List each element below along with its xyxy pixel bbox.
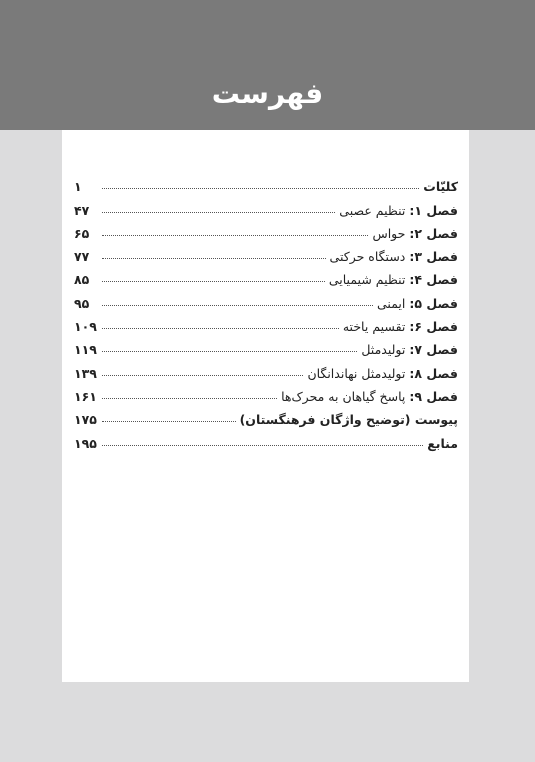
toc-page-number: ۴۷ bbox=[74, 202, 90, 218]
toc-row[interactable] bbox=[74, 241, 458, 264]
toc-row[interactable] bbox=[74, 264, 458, 287]
toc-label: فصل ۳: دستگاه حرکتی bbox=[329, 249, 458, 265]
toc-row[interactable] bbox=[74, 381, 458, 404]
dot-leader bbox=[102, 234, 368, 236]
page-title: فهرست bbox=[211, 77, 324, 110]
dot-leader bbox=[102, 280, 325, 282]
toc-page-number: ۱ bbox=[74, 179, 82, 195]
toc-page-number: ۷۷ bbox=[74, 249, 90, 265]
toc-label: فصل ۱: تنظیم عصبی bbox=[339, 202, 458, 218]
dot-leader bbox=[102, 257, 326, 259]
toc-row[interactable] bbox=[74, 311, 458, 334]
toc-label: پیوست (توضیح واژگان فرهنگستان) bbox=[239, 412, 458, 428]
toc-row[interactable] bbox=[74, 404, 458, 427]
dot-leader bbox=[102, 187, 419, 189]
toc-page-number: ۱۱۹ bbox=[74, 342, 97, 358]
toc-label: فصل ۶: تقسیم یاخته bbox=[342, 319, 458, 335]
dot-leader bbox=[102, 374, 303, 376]
dot-leader bbox=[102, 350, 357, 352]
toc-label: فصل ۹: پاسخ گیاهان به محرک‌ها bbox=[281, 388, 458, 404]
dot-leader bbox=[102, 420, 236, 422]
toc-row[interactable] bbox=[74, 218, 458, 241]
toc-row[interactable] bbox=[74, 357, 458, 380]
dot-leader bbox=[102, 327, 339, 329]
toc-row[interactable] bbox=[74, 427, 458, 450]
toc-label: کلیّات bbox=[423, 179, 458, 195]
table-of-contents bbox=[74, 171, 458, 451]
toc-label: فصل ۸: تولیدمثل نهاندانگان bbox=[307, 365, 458, 381]
toc-row[interactable] bbox=[74, 334, 458, 357]
header-bar bbox=[0, 0, 535, 130]
toc-label: فصل ۵: ایمنی bbox=[377, 295, 458, 311]
dot-leader bbox=[102, 304, 373, 306]
toc-page-number: ۱۶۱ bbox=[74, 388, 97, 404]
toc-page-number: ۱۹۵ bbox=[74, 435, 97, 451]
toc-row[interactable] bbox=[74, 194, 458, 217]
toc-page-number: ۸۵ bbox=[74, 272, 90, 288]
toc-row[interactable] bbox=[74, 287, 458, 310]
toc-label: فصل ۷: تولیدمثل bbox=[361, 342, 458, 358]
toc-page-number: ۶۵ bbox=[74, 225, 90, 241]
toc-label: فصل ۴: تنظیم شیمیایی bbox=[328, 272, 458, 288]
dot-leader bbox=[102, 444, 423, 446]
toc-page-number: ۹۵ bbox=[74, 295, 90, 311]
dot-leader bbox=[102, 397, 277, 399]
toc-row[interactable] bbox=[74, 171, 458, 194]
dot-leader bbox=[102, 211, 335, 213]
toc-page-number: ۱۷۵ bbox=[74, 412, 97, 428]
toc-page-number: ۱۳۹ bbox=[74, 365, 97, 381]
toc-label: منابع bbox=[427, 435, 458, 451]
toc-page-number: ۱۰۹ bbox=[74, 319, 97, 335]
content-page bbox=[62, 130, 469, 682]
toc-label: فصل ۲: حواس bbox=[372, 225, 458, 241]
